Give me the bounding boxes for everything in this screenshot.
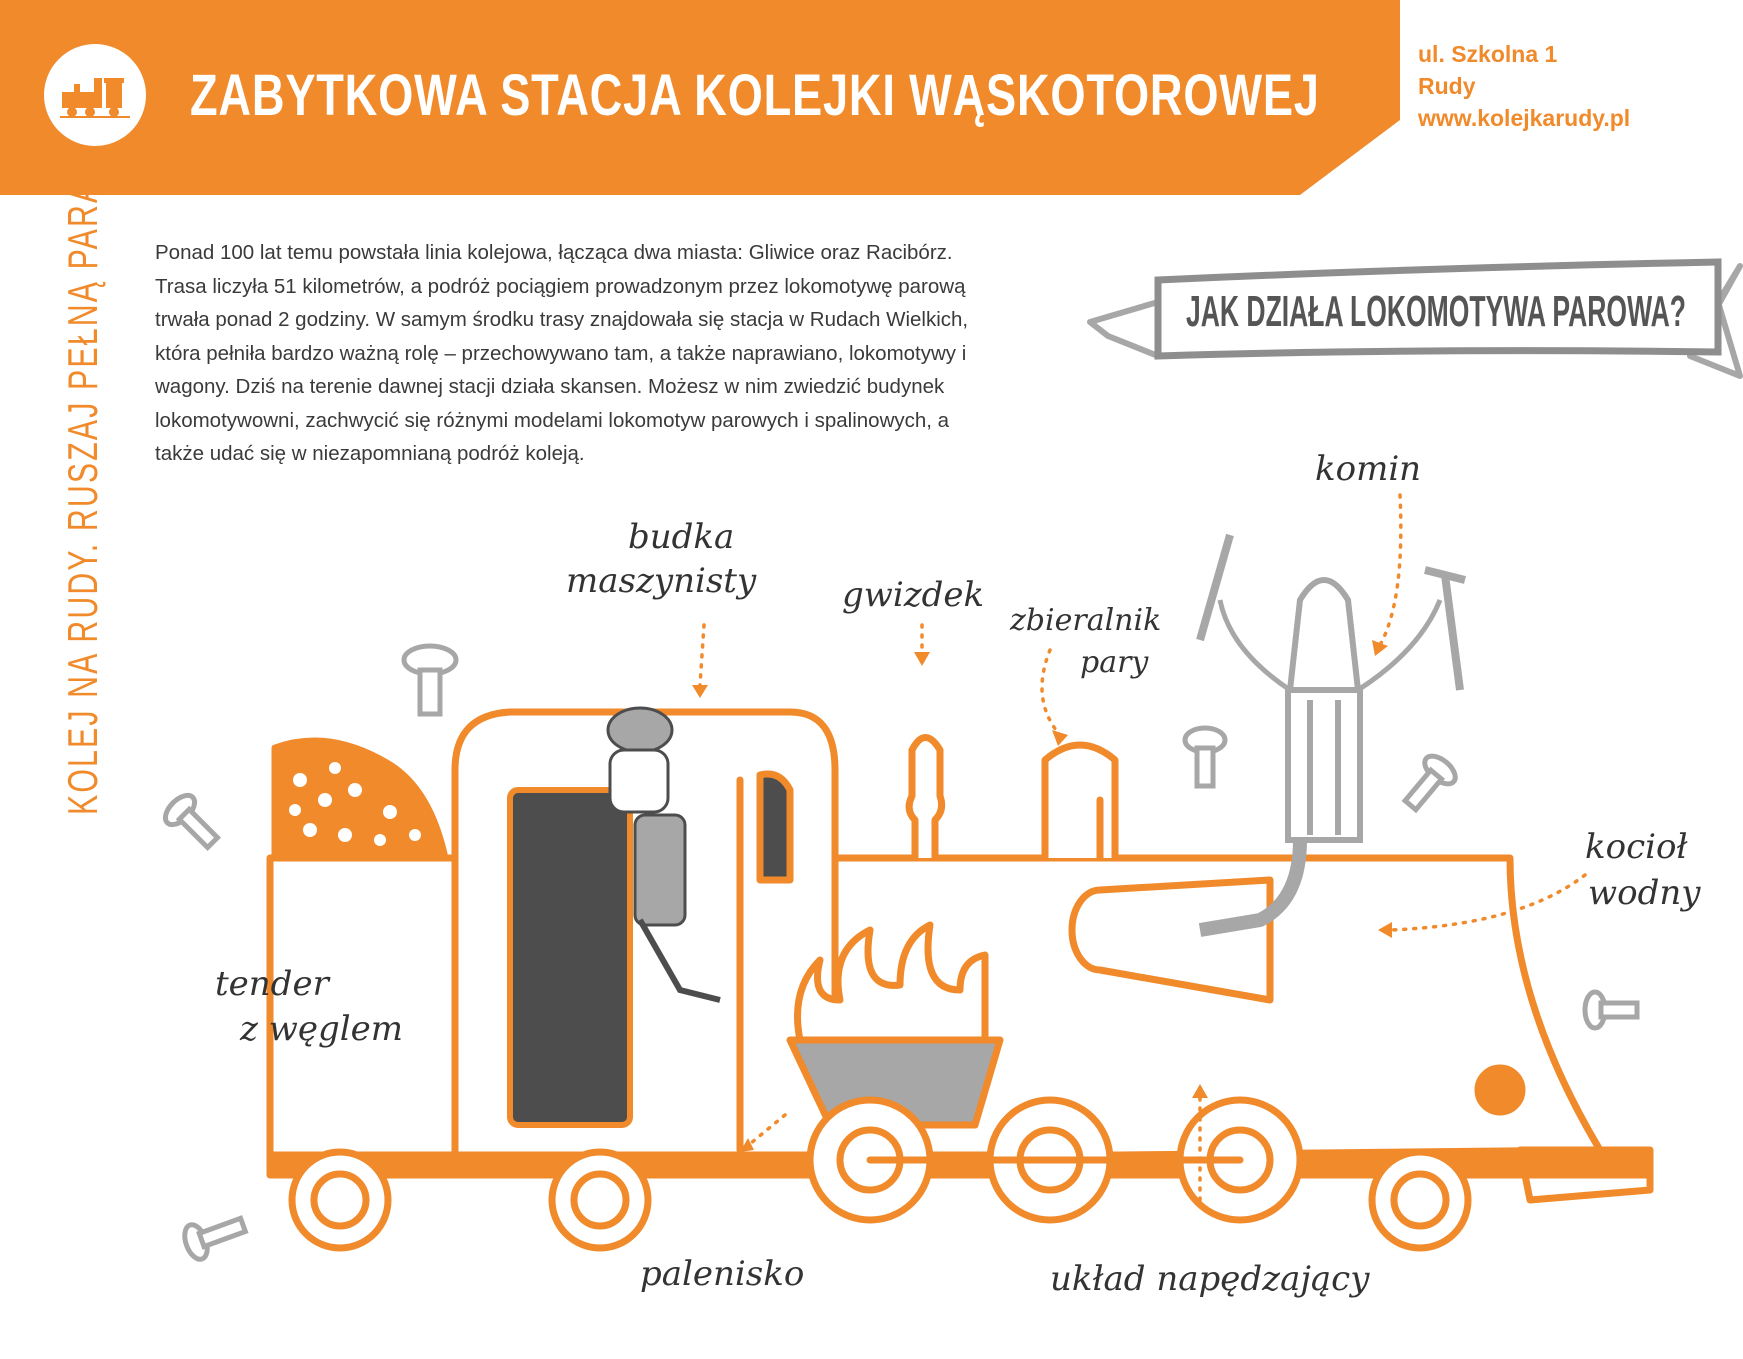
label-uklad: układ napędzający <box>1050 1259 1370 1299</box>
screw-icon <box>1585 992 1637 1028</box>
label-budka-2: maszynisty <box>566 561 757 601</box>
banner-title: JAK DZIAŁA LOKOMOTYWA PAROWA? <box>1186 287 1686 336</box>
screw-icon <box>160 790 225 855</box>
label-palenisko: palenisko <box>640 1254 805 1294</box>
ribbon-banner <box>1090 262 1740 376</box>
coal-pile <box>275 741 445 858</box>
screw-icon <box>404 646 456 714</box>
steam-dome <box>1045 745 1115 858</box>
address-street: ul. Szkolna 1 <box>1418 41 1558 67</box>
label-zbieralnik-1: zbieralnik <box>1010 603 1162 638</box>
coal-tender <box>270 858 470 1158</box>
page-title: ZABYTKOWA STACJA KOLEJKI WĄSKOTOROWEJ <box>190 63 1320 128</box>
screw-icon <box>1185 728 1225 786</box>
label-budka-1: budka <box>628 517 735 557</box>
screw-icon <box>180 1208 249 1262</box>
side-slogan: KOLEJ NA RUDY. RUSZAJ PEŁNĄ PARĄ! <box>59 170 106 815</box>
whistle <box>909 738 942 859</box>
label-tender-1: tender <box>215 964 329 1004</box>
label-kociol-2: wodny <box>1588 873 1701 913</box>
locomotive <box>270 712 1650 1248</box>
address-town: Rudy <box>1418 73 1476 99</box>
screw-icon <box>1397 751 1461 817</box>
label-gwizdek: gwizdek <box>842 575 985 615</box>
label-komin: komin <box>1315 449 1422 489</box>
label-tender-2: z węglem <box>240 1009 403 1049</box>
website-link[interactable]: www.kolejkarudy.pl <box>1418 105 1631 131</box>
intro-paragraph: Ponad 100 lat temu powstała linia kolejowa, łącząca dwa miasta: Gliwice oraz Racibórz. Trasa liczyła 51 kilometrów, a podróż pociągiem prowadzonym przez lokomotywę parową trwała ponad 2 godziny. W samym środku trasy znajdowała się stacja w Rudach Wielkich, która pełniła bardzo ważną rolę – przechowywano tam, a także naprawiano, lokomotywy i wagony. Dziś na terenie dawnej stacji działa skansen. Możesz w nim zwiedzić budynek lokomotywowni, zachwycić się różnymi modelami lokomotyw parowych i spalinowych, a także udać się w niezapomnianą podróż koleją. <box>155 241 969 465</box>
label-zbieralnik-2: pary <box>1080 645 1149 680</box>
label-kociol-1: kocioł <box>1585 827 1688 867</box>
